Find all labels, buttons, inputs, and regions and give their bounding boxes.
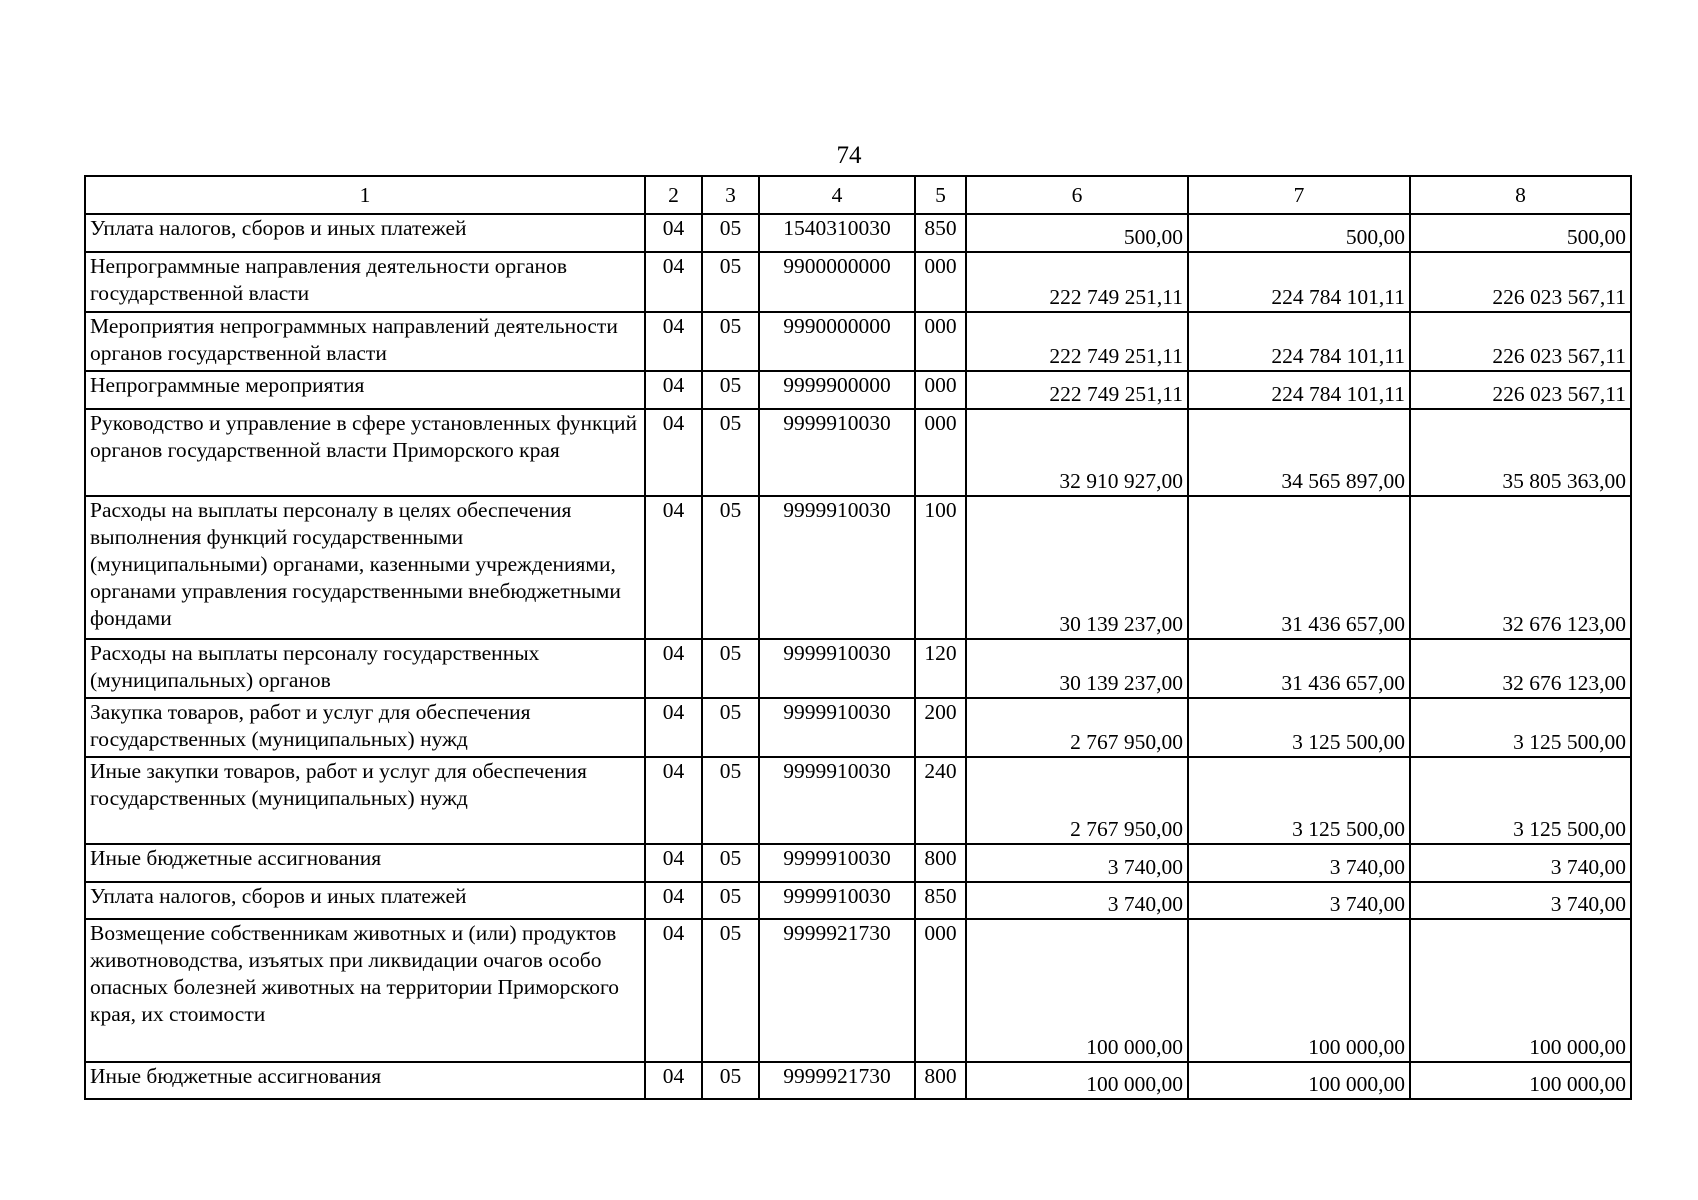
- table-header-row: [85, 176, 1631, 214]
- row-name-cell: Закупка товаров, работ и услуг для обеспечения государственных (муниципальных) нужд: [85, 698, 645, 757]
- amount-col7-cell: 3 740,00: [1188, 844, 1410, 882]
- column-header: 8: [1410, 176, 1631, 214]
- amount-col6-cell: 2 767 950,00: [966, 757, 1188, 844]
- target-article-cell: 9999910030: [759, 698, 915, 757]
- expense-type-cell: 850: [915, 882, 966, 919]
- amount-col6-cell: 222 749 251,11: [966, 371, 1188, 409]
- subsection-code-cell: 05: [702, 409, 759, 496]
- column-header: 6: [966, 176, 1188, 214]
- section-code-cell: 04: [645, 757, 702, 844]
- row-name-cell: Расходы на выплаты персоналу в целях обеспечения выполнения функций государственными (муниципальными) органами, казенными учреждениями, органами управления государственными внебюджетными фондами: [85, 496, 645, 639]
- table-row: [85, 252, 1631, 312]
- table-row: [85, 1062, 1631, 1099]
- section-code-cell: 04: [645, 409, 702, 496]
- amount-col8-cell: 3 740,00: [1410, 844, 1631, 882]
- amount-col8-cell: 100 000,00: [1410, 1062, 1631, 1099]
- row-name-cell: Иные закупки товаров, работ и услуг для обеспечения государственных (муниципальных) нужд: [85, 757, 645, 844]
- section-code-cell: 04: [645, 882, 702, 919]
- expense-type-cell: 850: [915, 214, 966, 252]
- row-name-cell: Расходы на выплаты персоналу государственных (муниципальных) органов: [85, 639, 645, 698]
- expense-type-cell: 000: [915, 252, 966, 312]
- amount-col6-cell: 2 767 950,00: [966, 698, 1188, 757]
- amount-col7-cell: 100 000,00: [1188, 919, 1410, 1062]
- amount-col7-cell: 500,00: [1188, 214, 1410, 252]
- amount-col8-cell: 32 676 123,00: [1410, 639, 1631, 698]
- row-name-cell: Непрограммные мероприятия: [85, 371, 645, 409]
- row-name-cell: Уплата налогов, сборов и иных платежей: [85, 214, 645, 252]
- amount-col7-cell: 3 125 500,00: [1188, 698, 1410, 757]
- subsection-code-cell: 05: [702, 1062, 759, 1099]
- amount-col6-cell: 30 139 237,00: [966, 496, 1188, 639]
- target-article-cell: 9999910030: [759, 757, 915, 844]
- table-row: [85, 698, 1631, 757]
- amount-col6-cell: 500,00: [966, 214, 1188, 252]
- amount-col6-cell: 30 139 237,00: [966, 639, 1188, 698]
- table-row: [85, 496, 1631, 639]
- expense-type-cell: 120: [915, 639, 966, 698]
- target-article-cell: 1540310030: [759, 214, 915, 252]
- section-code-cell: 04: [645, 639, 702, 698]
- table-row: [85, 757, 1631, 844]
- section-code-cell: 04: [645, 496, 702, 639]
- target-article-cell: 9999921730: [759, 1062, 915, 1099]
- budget-table: [84, 175, 1632, 1100]
- row-name-cell: Возмещение собственникам животных и (или) продуктов животноводства, изъятых при ликвидации очагов особо опасных болезней животных на территории Приморского края, их стоимости: [85, 919, 645, 1062]
- table-row: [85, 409, 1631, 496]
- amount-col8-cell: 226 023 567,11: [1410, 312, 1631, 371]
- expense-type-cell: 800: [915, 844, 966, 882]
- table-row: [85, 844, 1631, 882]
- page-number: 74: [836, 142, 862, 169]
- target-article-cell: 9999910030: [759, 882, 915, 919]
- target-article-cell: 9990000000: [759, 312, 915, 371]
- section-code-cell: 04: [645, 698, 702, 757]
- section-code-cell: 04: [645, 844, 702, 882]
- subsection-code-cell: 05: [702, 919, 759, 1062]
- subsection-code-cell: 05: [702, 757, 759, 844]
- target-article-cell: 9999910030: [759, 639, 915, 698]
- expense-type-cell: 000: [915, 409, 966, 496]
- column-header: 3: [702, 176, 759, 214]
- section-code-cell: 04: [645, 919, 702, 1062]
- table-row: [85, 214, 1631, 252]
- row-name-cell: Иные бюджетные ассигнования: [85, 1062, 645, 1099]
- row-name-cell: Иные бюджетные ассигнования: [85, 844, 645, 882]
- expense-type-cell: 000: [915, 312, 966, 371]
- target-article-cell: 9999910030: [759, 844, 915, 882]
- amount-col7-cell: 224 784 101,11: [1188, 371, 1410, 409]
- target-article-cell: 9999921730: [759, 919, 915, 1062]
- section-code-cell: 04: [645, 252, 702, 312]
- subsection-code-cell: 05: [702, 371, 759, 409]
- expense-type-cell: 100: [915, 496, 966, 639]
- amount-col7-cell: 100 000,00: [1188, 1062, 1410, 1099]
- column-header: 5: [915, 176, 966, 214]
- amount-col8-cell: 3 740,00: [1410, 882, 1631, 919]
- amount-col7-cell: 224 784 101,11: [1188, 252, 1410, 312]
- amount-col7-cell: 34 565 897,00: [1188, 409, 1410, 496]
- subsection-code-cell: 05: [702, 214, 759, 252]
- amount-col8-cell: 3 125 500,00: [1410, 698, 1631, 757]
- expense-type-cell: 240: [915, 757, 966, 844]
- amount-col8-cell: 500,00: [1410, 214, 1631, 252]
- subsection-code-cell: 05: [702, 882, 759, 919]
- column-header: 1: [85, 176, 645, 214]
- amount-col8-cell: 3 125 500,00: [1410, 757, 1631, 844]
- amount-col8-cell: 100 000,00: [1410, 919, 1631, 1062]
- row-name-cell: Руководство и управление в сфере установленных функций органов государственной власти Приморского края: [85, 409, 645, 496]
- amount-col7-cell: 31 436 657,00: [1188, 496, 1410, 639]
- target-article-cell: 9999910030: [759, 409, 915, 496]
- amount-col8-cell: 226 023 567,11: [1410, 371, 1631, 409]
- column-header: 2: [645, 176, 702, 214]
- column-header: 4: [759, 176, 915, 214]
- section-code-cell: 04: [645, 312, 702, 371]
- table-row: [85, 312, 1631, 371]
- amount-col6-cell: 3 740,00: [966, 882, 1188, 919]
- amount-col7-cell: 31 436 657,00: [1188, 639, 1410, 698]
- amount-col6-cell: 222 749 251,11: [966, 252, 1188, 312]
- subsection-code-cell: 05: [702, 698, 759, 757]
- amount-col8-cell: 226 023 567,11: [1410, 252, 1631, 312]
- target-article-cell: 9999900000: [759, 371, 915, 409]
- amount-col6-cell: 100 000,00: [966, 919, 1188, 1062]
- amount-col7-cell: 3 125 500,00: [1188, 757, 1410, 844]
- row-name-cell: Непрограммные направления деятельности органов государственной власти: [85, 252, 645, 312]
- table-row: [85, 882, 1631, 919]
- amount-col6-cell: 222 749 251,11: [966, 312, 1188, 371]
- section-code-cell: 04: [645, 214, 702, 252]
- amount-col8-cell: 35 805 363,00: [1410, 409, 1631, 496]
- amount-col6-cell: 32 910 927,00: [966, 409, 1188, 496]
- amount-col6-cell: 100 000,00: [966, 1062, 1188, 1099]
- row-name-cell: Уплата налогов, сборов и иных платежей: [85, 882, 645, 919]
- table-row: [85, 919, 1631, 1062]
- section-code-cell: 04: [645, 1062, 702, 1099]
- expense-type-cell: 800: [915, 1062, 966, 1099]
- expense-type-cell: 000: [915, 919, 966, 1062]
- table-row: [85, 371, 1631, 409]
- row-name-cell: Мероприятия непрограммных направлений деятельности органов государственной власти: [85, 312, 645, 371]
- subsection-code-cell: 05: [702, 312, 759, 371]
- expense-type-cell: 200: [915, 698, 966, 757]
- amount-col7-cell: 224 784 101,11: [1188, 312, 1410, 371]
- amount-col7-cell: 3 740,00: [1188, 882, 1410, 919]
- expense-type-cell: 000: [915, 371, 966, 409]
- amount-col6-cell: 3 740,00: [966, 844, 1188, 882]
- subsection-code-cell: 05: [702, 496, 759, 639]
- column-header: 7: [1188, 176, 1410, 214]
- subsection-code-cell: 05: [702, 252, 759, 312]
- subsection-code-cell: 05: [702, 844, 759, 882]
- subsection-code-cell: 05: [702, 639, 759, 698]
- target-article-cell: 9900000000: [759, 252, 915, 312]
- amount-col8-cell: 32 676 123,00: [1410, 496, 1631, 639]
- table-row: [85, 639, 1631, 698]
- target-article-cell: 9999910030: [759, 496, 915, 639]
- section-code-cell: 04: [645, 371, 702, 409]
